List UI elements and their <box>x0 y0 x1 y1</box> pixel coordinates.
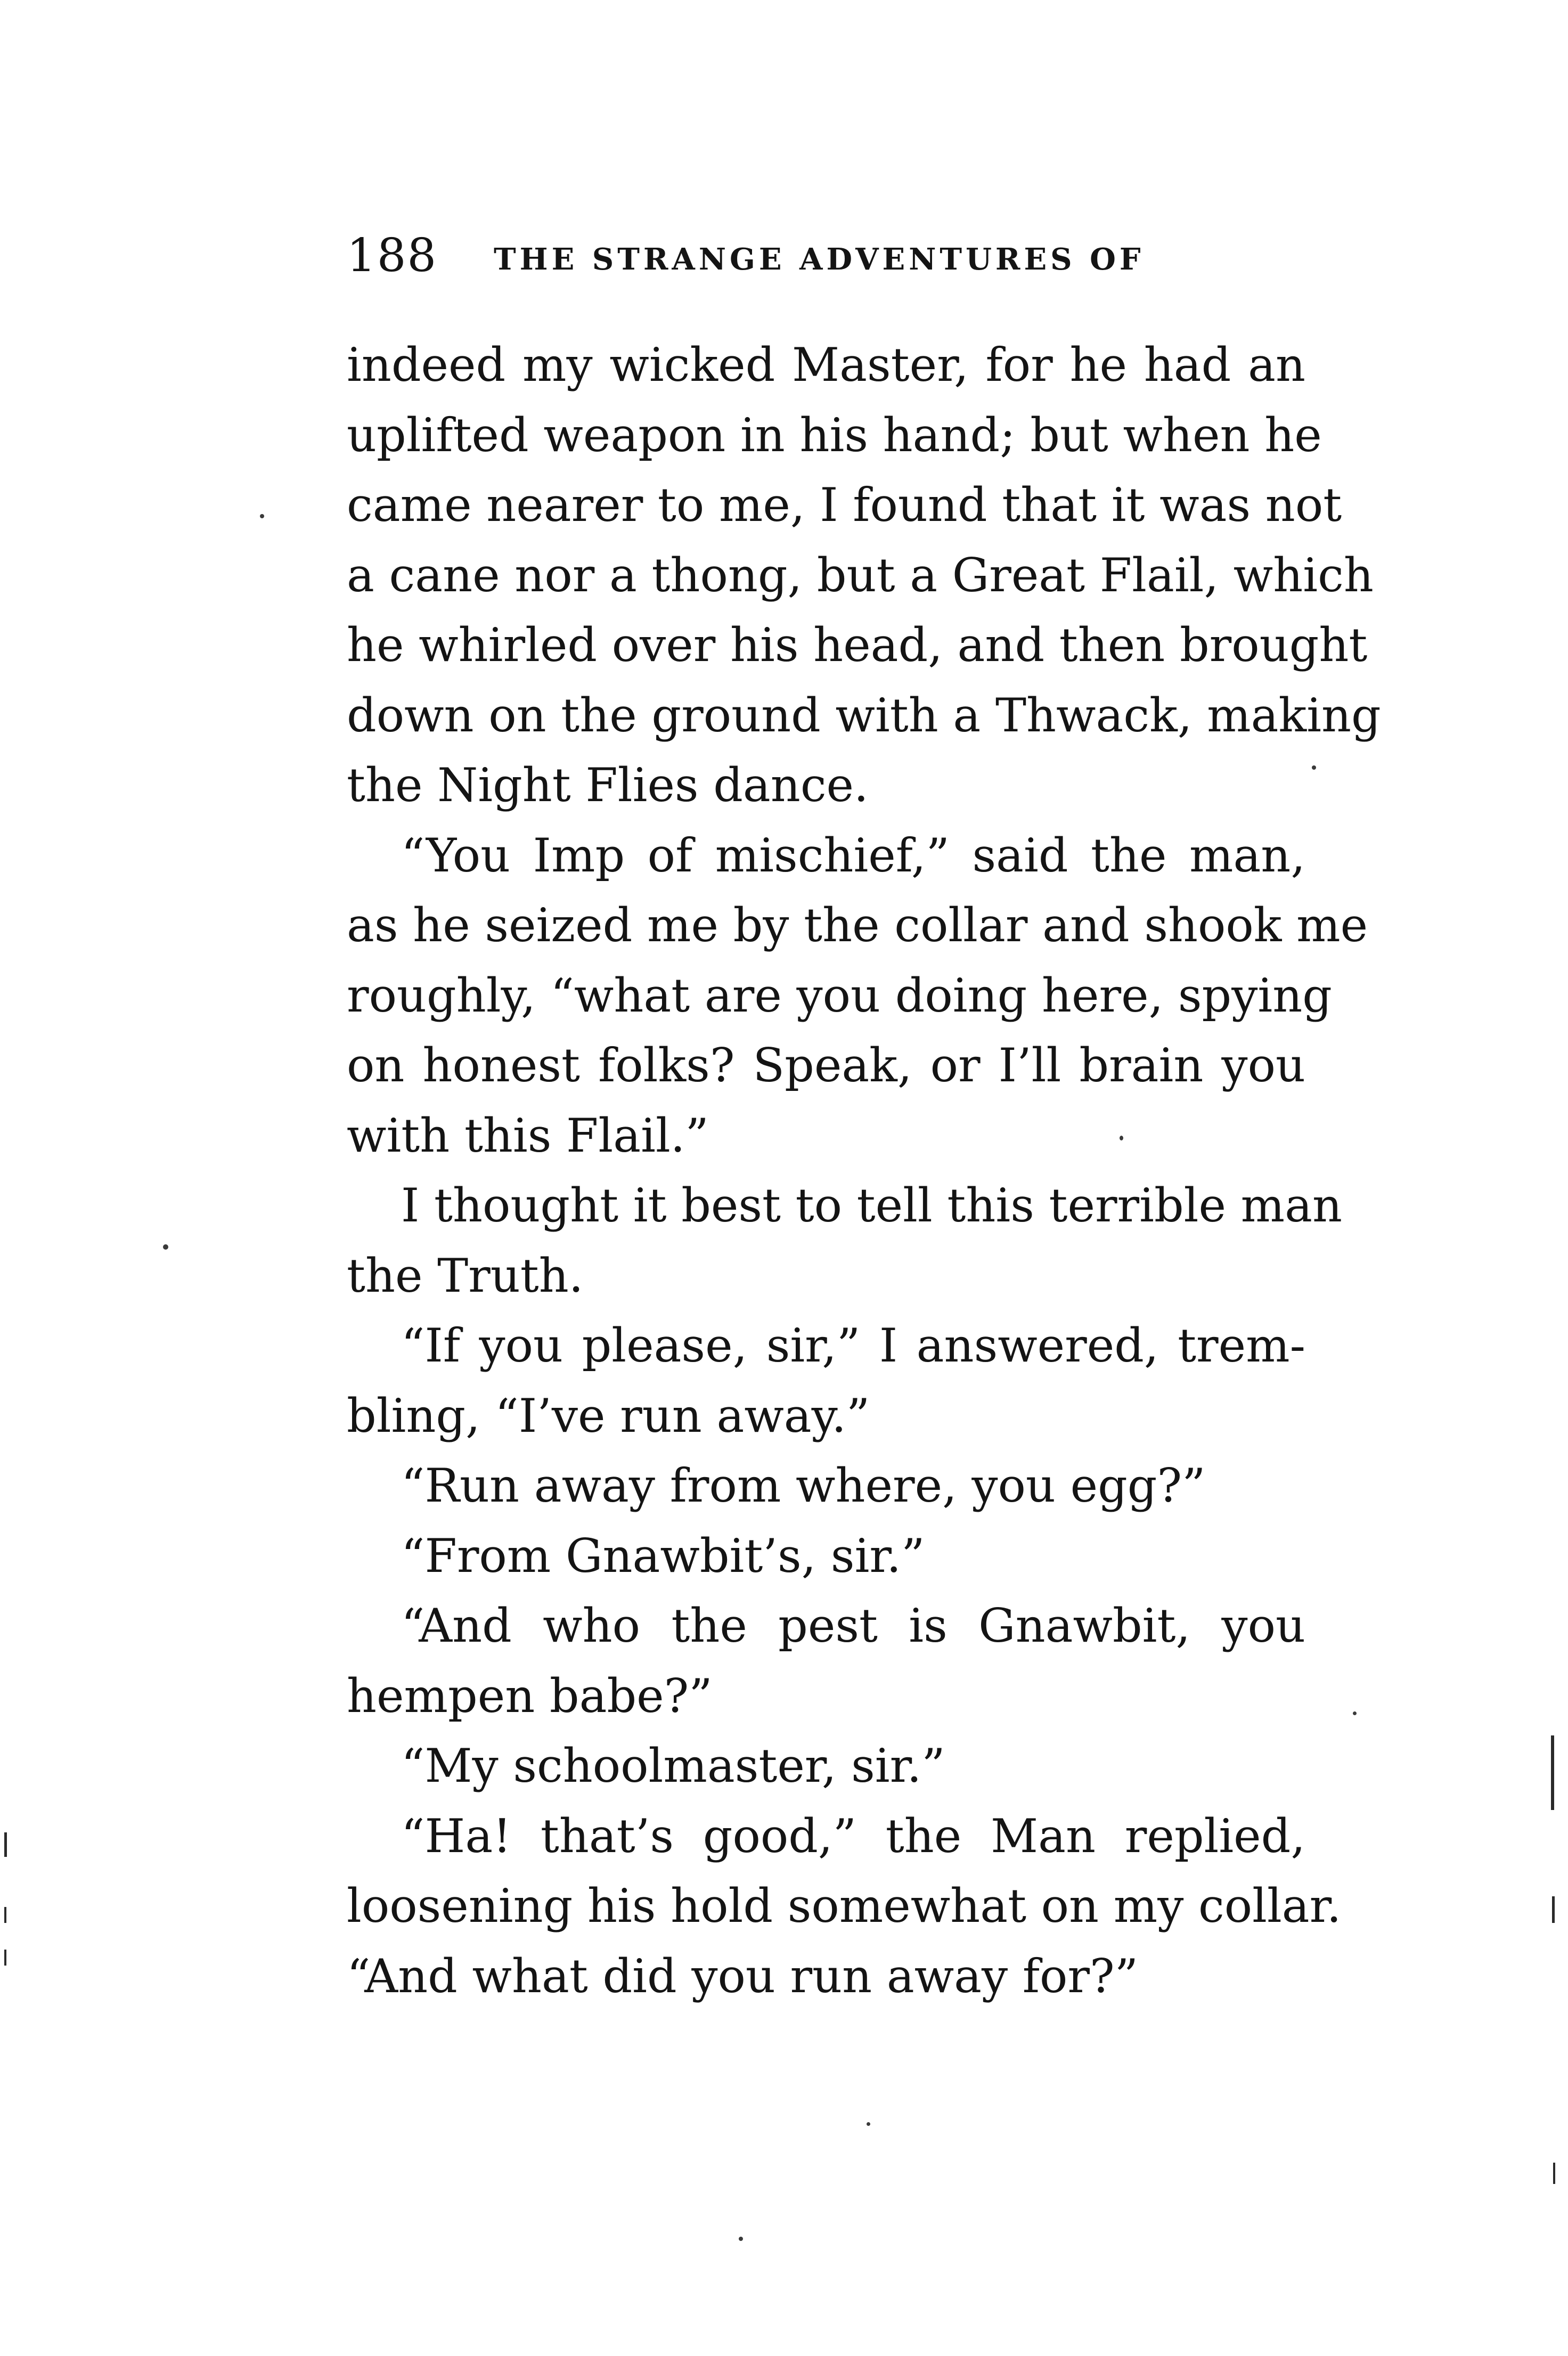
page-edge-mark <box>1553 2163 1555 2184</box>
text-line: he whirled over his head, and then brought <box>347 618 1368 672</box>
text-line: I thought it best to tell this terrible man <box>401 1178 1343 1233</box>
text-line: “And who the pest is Gnawbit, you <box>401 1599 1305 1653</box>
text-line: hempen babe?” <box>347 1668 713 1723</box>
scan-speck <box>739 2237 743 2241</box>
text-line: roughly, “what are you doing here, spying <box>347 968 1332 1023</box>
text-line: came nearer to me, I found that it was not <box>347 478 1342 532</box>
text-line: a cane nor a thong, but a Great Flail, which <box>347 548 1374 602</box>
body-text <box>347 330 1381 2011</box>
page-number: 188 <box>347 229 438 282</box>
text-line: “Ha! that’s good,” the Man replied, <box>401 1808 1305 1863</box>
scan-speck <box>1353 1711 1357 1715</box>
text-line: “You Imp of mischief,” said the man, <box>401 828 1305 883</box>
page-edge-mark <box>1552 1896 1555 1923</box>
page-header <box>347 229 1305 293</box>
text-line: the Night Flies dance. <box>347 758 869 812</box>
text-line: “My schoolmaster, sir.” <box>401 1739 945 1793</box>
page-edge-mark <box>1551 1735 1554 1810</box>
text-line: down on the ground with a Thwack, making <box>347 688 1381 743</box>
page-edge-mark <box>4 1832 7 1857</box>
text-line: “Run away from where, you egg?” <box>401 1458 1206 1513</box>
text-line: “If you please, sir,” I answered, trem- <box>401 1318 1305 1373</box>
text-line: loosening his hold somewhat on my collar. <box>347 1879 1342 1933</box>
scan-speck <box>260 514 264 518</box>
text-line: “And what did you run away for?” <box>347 1949 1139 2003</box>
page-edge-mark <box>4 1950 6 1966</box>
scan-speck <box>1120 1136 1123 1140</box>
text-line: the Truth. <box>347 1248 584 1303</box>
text-line: bling, “I’ve run away.” <box>347 1388 870 1443</box>
scan-speck <box>1312 765 1316 770</box>
text-line: on honest folks? Speak, or I’ll brain you <box>347 1038 1305 1093</box>
text-line: uplifted weapon in his hand; but when he <box>347 407 1322 462</box>
text-line: indeed my wicked Master, for he had an <box>347 338 1305 392</box>
text-line: with this Flail.” <box>347 1108 709 1163</box>
text-line: as he seized me by the collar and shook me <box>347 898 1368 952</box>
page-edge-mark <box>4 1907 6 1923</box>
scan-speck <box>867 2122 870 2126</box>
scan-speck <box>163 1244 168 1250</box>
text-line: “From Gnawbit’s, sir.” <box>401 1528 925 1583</box>
running-title: THE STRANGE ADVENTURES OF <box>494 242 1145 277</box>
